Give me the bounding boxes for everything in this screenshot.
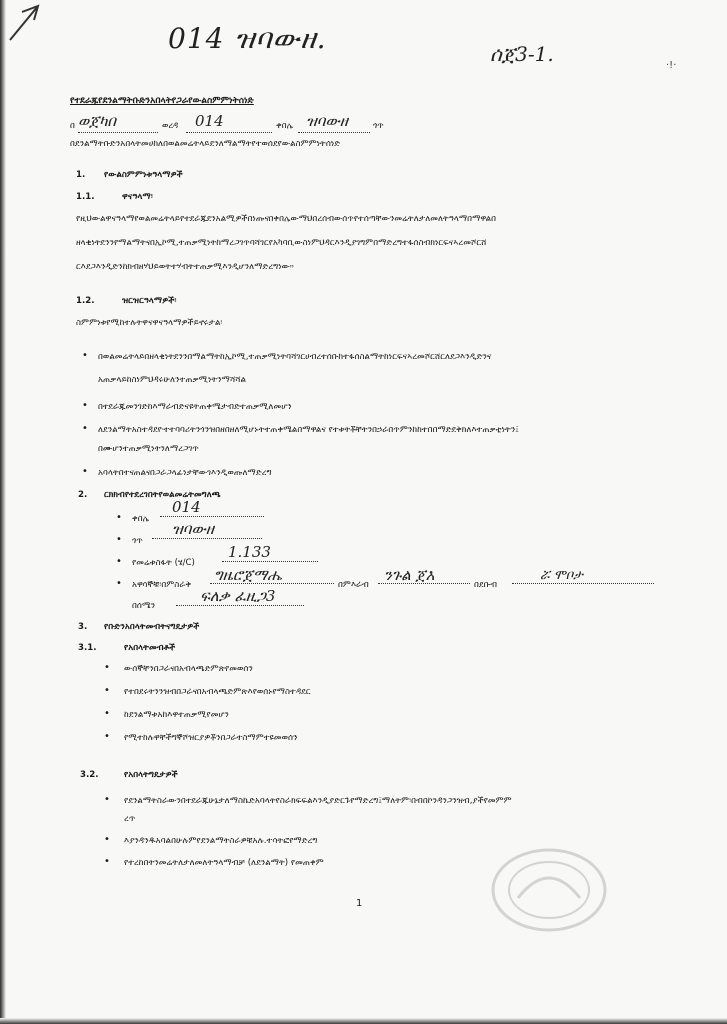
field-north-label: በሰሜን [132,601,156,611]
bullet-dot: • [82,400,88,411]
line1-prefix: በ [70,121,75,131]
field-area-value: 1.133 [228,543,271,561]
section-3-1-item-1: ውሰኞቸንበጋራናበአብላጫድምጽየመወሰን [124,664,253,674]
bullet-dot: • [104,834,110,845]
margin-dots: ·!· [666,60,677,71]
section-1-2-title: ዝርዝርዓላማዎች፡ [122,296,177,306]
bullet-dot: • [116,534,122,545]
section-1-2-item-2: በተደራጁመንገድከእማራብድናዩትጠቀሜታብድተጠቃሚለመሆን [98,402,292,412]
intro-line: በደንልማትቡድንአበላትመሀከለበወልመሬትላይደንለማልማትየተወሰደየውልስምምነትሰነድ [70,139,341,149]
field-kebele-label: ቀበሌ [132,514,150,524]
line1-dotted-3 [298,132,370,133]
bullet-dot: • [104,708,110,719]
line1-handwritten-2: 014 [195,112,224,130]
field-area-line [222,561,318,562]
bullet-dot: • [104,731,110,742]
field-south-line [512,583,654,584]
line1-handwritten-3: ዝባውዘ [306,112,348,130]
document-title: የተደራጁየደንልማትቡድንአበላትየጋራየውልስምምነትሰነድ [70,96,254,106]
field-north-line [176,605,304,606]
field-bound-label: አዋሳኞቹ፡በምስራቅ [132,580,192,590]
faded-stamp [488,838,610,934]
section-2-number: 2. [78,490,88,500]
field-east-line [210,583,334,584]
section-1-1-title: ዋናዓላማ፡ [122,192,153,202]
section-3-1-item-3: ከደንልማቱአከእዋተጠቃሚየመሆን [124,710,229,720]
line1-got-label: ጎጥ [373,121,384,131]
field-west-label: በምእራብ [338,580,369,590]
section-1-1-line-1: የዚህውልዋናዓላማየወልመሬትላይየተደራጁደንአልሚዎችበነጡናበቀበሌውማህበረሰብውሰጥየተሰጣቸውንመሬትለታለመለትዓላማበማዋልበ [76,214,497,224]
handwritten-top-right: ሰጀ3-1. [490,42,554,66]
bullet-dot: • [116,512,122,523]
line1-handwritten-1: ወጀካበ [78,112,116,130]
bullet-dot: • [116,578,122,589]
bullet-dot: • [116,556,122,567]
section-3-1-number: 3.1. [78,643,97,653]
section-1-2-item-3-cont: በሙሆንተጠቃሚነትንለማረጋገጥ [98,444,199,454]
line1-dotted-2 [186,132,272,133]
field-got-label: ጎጥ [132,536,143,546]
handwritten-top-note: 014 ዝባውዘ. [168,22,327,55]
section-3-1-item-2: የተበደሩትንንዝብበጋራናበአብላጫድምጽእየወሰኑየማስተዳደር [124,687,311,697]
section-1-2-item-4: አባላትበተናጠልናበጋራጋላፊነታቸውገእንዲወጡለማድረግ [98,468,272,478]
section-3-1-item-4: የሚተከሉዋቸችግኞሾዝርያዎቾንበጋራተስማምተዩመወሰን [124,733,298,743]
field-kebele-value: 014 [172,498,201,516]
bullet-dot: • [104,685,110,696]
field-west-value: ንጉል ጀእ [384,566,435,584]
section-3-2-item-1-cont: ረጥ [124,814,136,824]
field-north-value: ፍለቃ ፈዚጋ3 [200,587,276,605]
section-1-1-line-3: ርእደጋእንዲድንከክብዘሃህይወትተሃብትተጠቃሚእንዲሆንለማድረግነው። [76,262,294,272]
section-1-2-intro: ስምምነቱየሚከተሉትዋናዋናዓላማዎችይኖሩታል፡ [76,318,223,328]
field-area-label: የመሬቱስፋት (ሄ/C) [132,558,195,568]
scan-edge-left [0,0,6,1024]
section-1-title: የውልስምምነቱዓላማዎች [104,170,183,180]
field-south-value: ሯ ሞቦታ [540,568,583,583]
corner-pen-mark [8,2,42,42]
section-3-2-title: የአበላትግዴታዎች [124,770,178,780]
line1-woreda-label: ወረዳ [162,121,179,131]
bullet-dot: • [82,350,88,361]
field-got-line [152,538,262,539]
field-south-label: በደቡብ [474,580,498,590]
section-1-2-item-1: በወልመሬትላይበዘላቂነትደንንበማልማትከኢኮሚ,ተጠቃሚነትባሻገርሀብረተሰቡከተፋሰስልማትከነርፍናኣረመሾርሸርለደጋእንዲድንና [98,352,492,362]
bullet-dot: • [82,466,88,477]
section-1-1-line-2: ዘላቂነትደንንየማልማትናበኢኮሚ,ተጠቃሚነትከማረጋገጥባሻገርየአካባቢውስነምህዳርእንዲያገግምበማድረግተፋሰስብክነርፍናኣረመሾርሸ [76,238,487,248]
field-west-line [378,583,470,584]
section-1-2-number: 1.2. [76,296,95,306]
section-3-1-title: የአበላትመብቶች [124,643,176,653]
bullet-dot: • [104,794,110,805]
bullet-dot: • [104,662,110,673]
section-1-2-item-3: ለደንልማትአስተዳደዮተተባባሪትንጎንዝበዘበዘለሚሆኑትተጠቀሜልበማዋልና የተቱትቾቸትንበኃራበጥምንከከተበበማድደቅክለእተጠቃቲነትን፤ [98,425,519,435]
section-1-number: 1. [76,170,86,180]
field-kebele-line [160,516,264,517]
field-got-value: ዝባውዘ [172,520,214,538]
section-3-2-number: 3.2. [80,770,99,780]
line1-kebele-label: ቀበሌ [276,121,294,131]
line1-dotted-1 [78,132,158,133]
section-3-number: 3. [78,622,88,632]
section-2-title: ርክክብየተደረገበትየወልመሬትመግለጫ [104,490,221,500]
bullet-dot: • [82,423,88,434]
section-3-2-item-2: እያንዳንዱአባልበሁሉምየደንልማትስራዎቹአሉ.ተሳትፎየማድረግ [124,836,318,846]
section-1-2-item-1-cont: አጠቃላይከስነምህዳሩሁለንተጠቃሚነትንማሻሻል [98,375,247,385]
section-3-2-item-3: የተረከበትንመሬትለታለመለትዓላማብቻ (ለደንልማት) የመጠቀም [124,858,324,868]
section-3-title: የቡድንአበላትመብትናግዴታዎች [104,622,200,632]
section-1-1-number: 1.1. [76,192,95,202]
bullet-dot: • [104,856,110,867]
section-3-2-item-1: የደንልማትስራውንበተደራጁሁኔታለማስኬድአባላትየስራክፍፍልእንዲያድርጉየማድረግ፤ማለትም፡በብበኮንዳንጋንዝብ,ያችየመምም [124,796,512,806]
field-east-value: ግዜሮጀማሔ [214,566,282,584]
page-number: 1 [356,898,363,909]
scan-edge-bottom [0,1018,727,1024]
